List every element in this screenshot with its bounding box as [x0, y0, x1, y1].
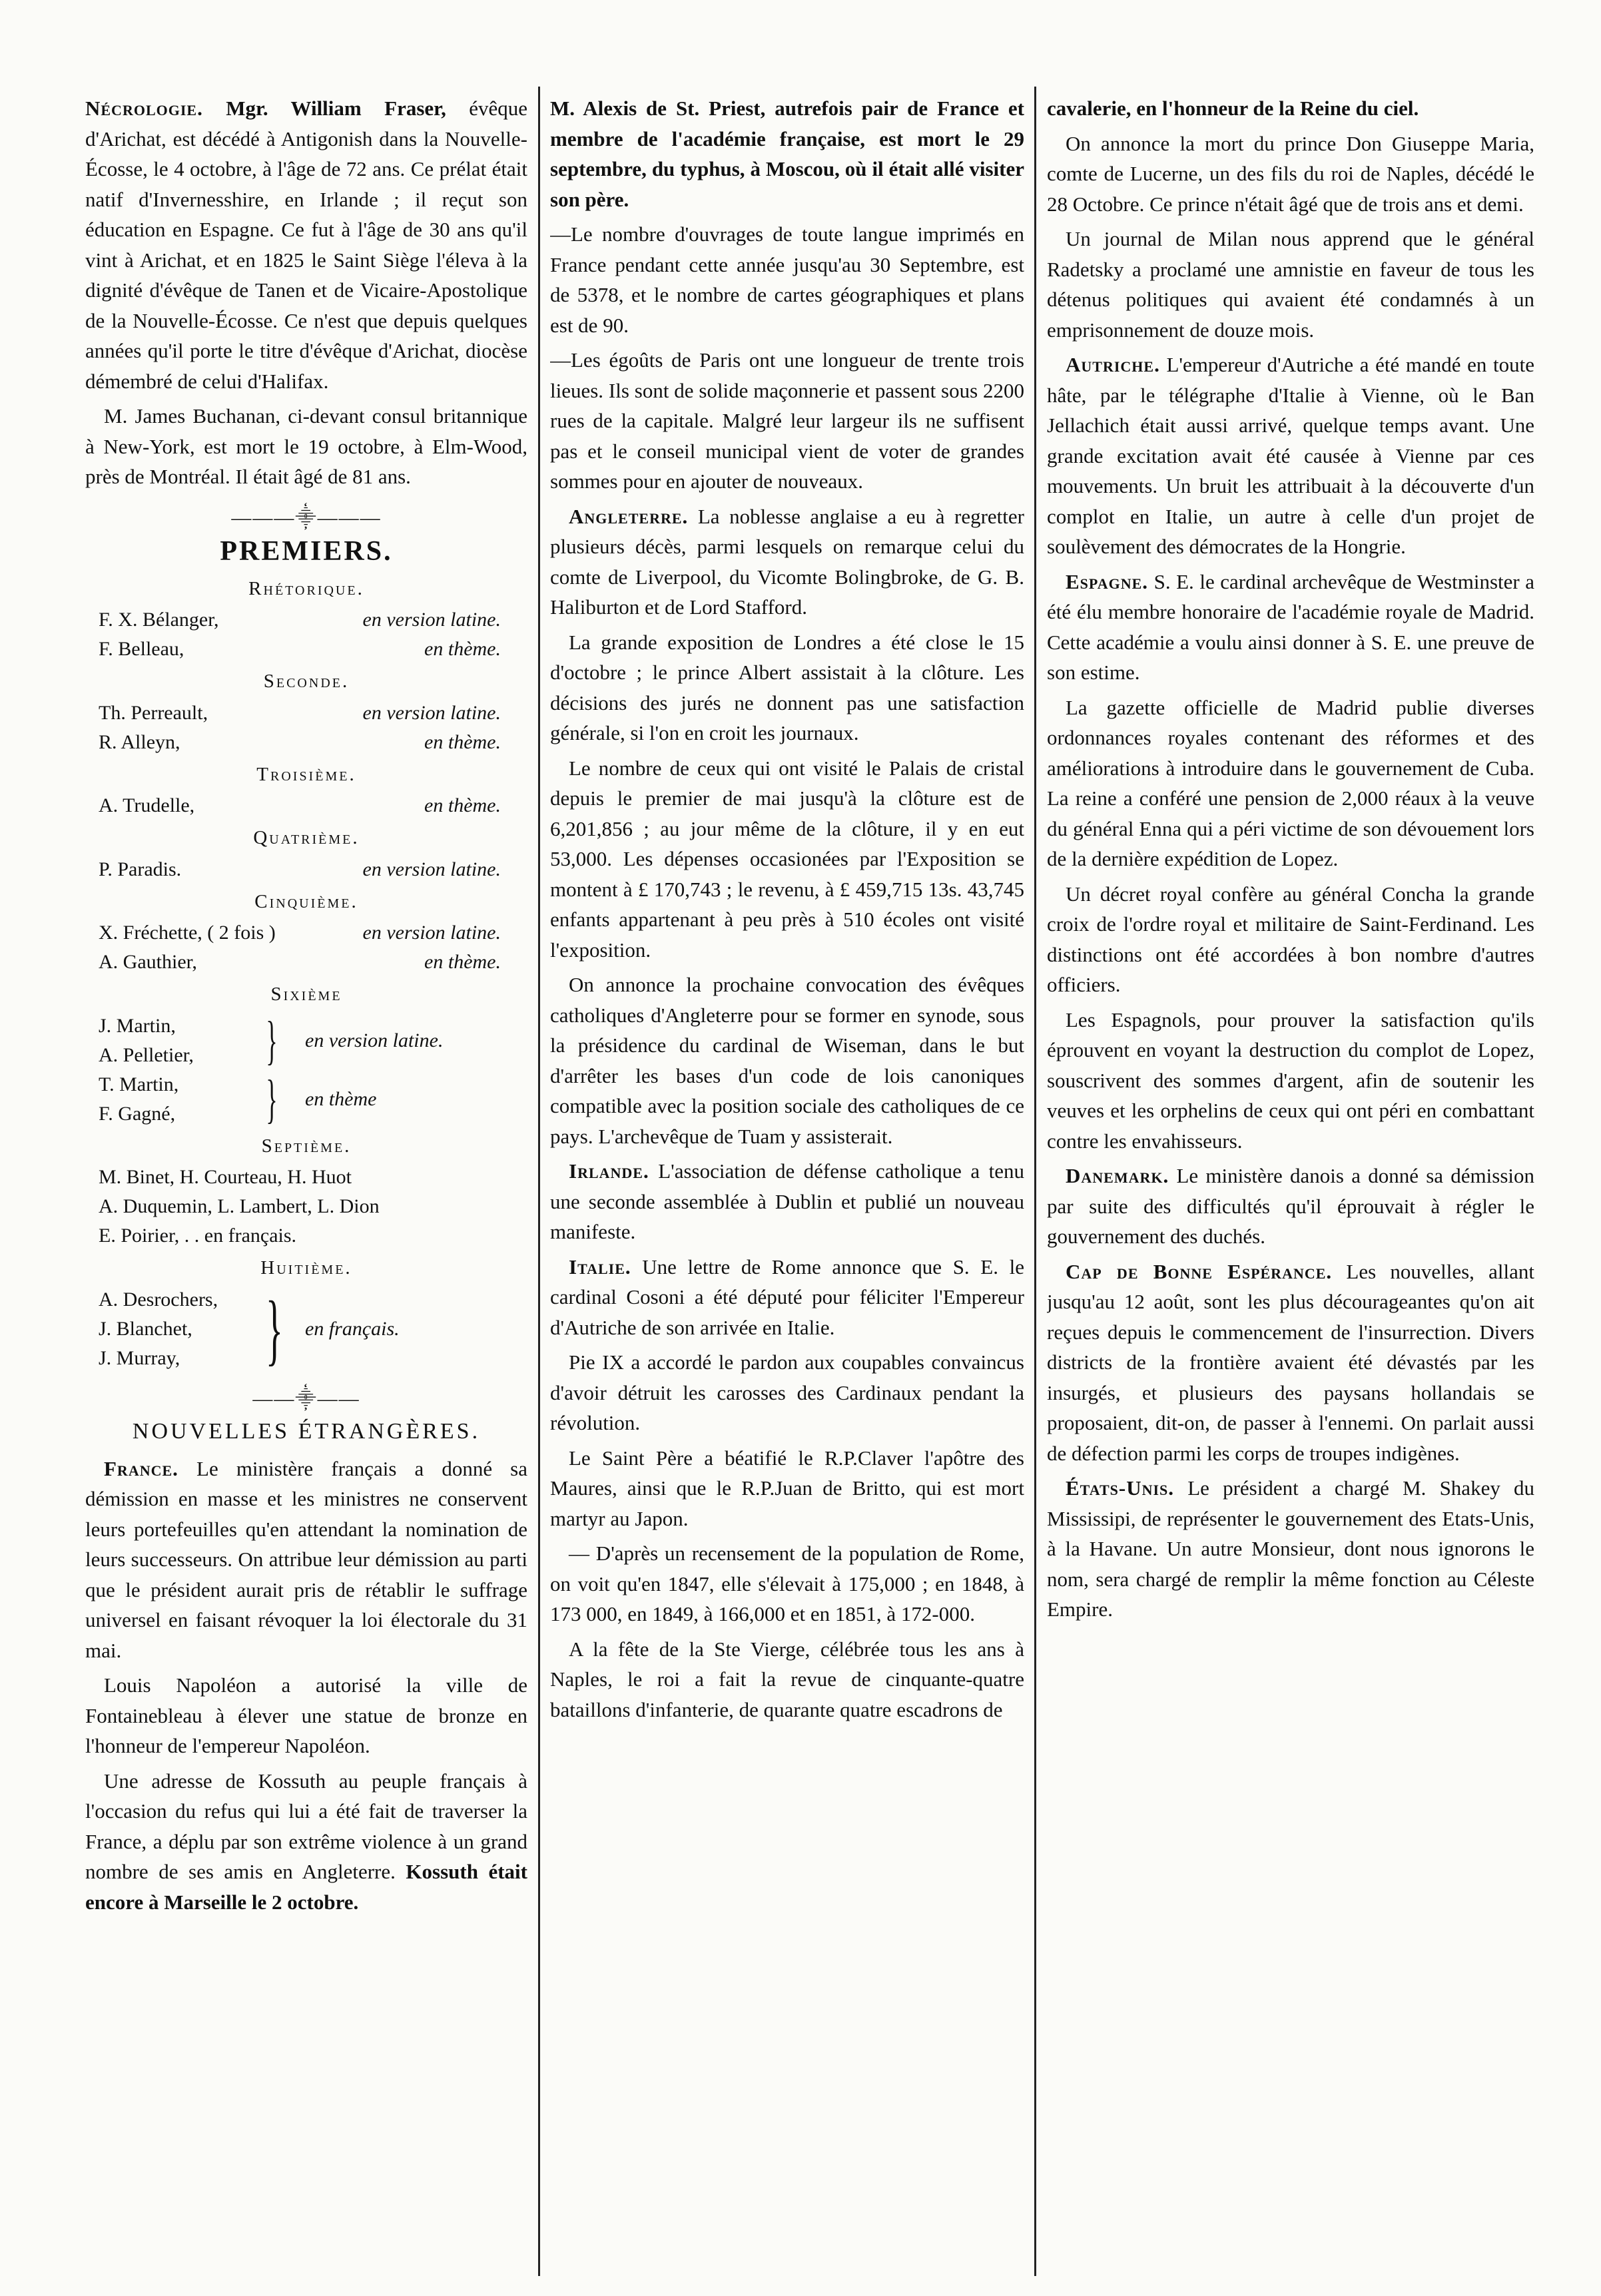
prize-student: F. X. Bélanger,: [99, 609, 219, 631]
ouvrages-paragraph: —Le nombre d'ouvrages de toute langue imprimés en France pendant cette année jusqu'au 30 Septembre, est de 5378, et le nombre de cartes géographiques et plans est de 90.: [550, 222, 1024, 337]
prize-student: F. Belleau,: [99, 638, 184, 660]
angleterre-label: Angleterre.: [569, 504, 689, 528]
class-heading: Quatrième.: [253, 827, 360, 848]
prize-entry: [85, 855, 527, 884]
prize-group: [85, 1285, 527, 1373]
danemark-text: Le ministère danois a donné sa démission par suite des difficultés qu'il éprouvait à régler le gouvernement des duchés.: [1047, 1164, 1534, 1248]
exposition-paragraph: La grande exposition de Londres a été close le 15 d'octobre ; le prince Albert assistait à la clôture. Les décisions des jurés ne donnent pas une satisfaction générale, si l'on en croit les journaux.: [550, 630, 1024, 744]
prize-student: A. Gauthier,: [99, 951, 197, 973]
italie-label: Italie.: [569, 1255, 631, 1279]
france-paragraph: [85, 1454, 527, 1666]
danemark-paragraph: [1047, 1161, 1534, 1252]
prize-entry: [85, 699, 527, 728]
group-names: [99, 1285, 258, 1373]
prize-subject: en thème: [305, 1087, 377, 1110]
class-heading: Septième.: [261, 1135, 352, 1157]
espagne-text: S. E. le cardinal archevêque de Westminster a été élu membre honoraire de l'académie royale de Madrid. Cette académie a voulu ainsi donner à S. E. une preuve de son estime.: [1047, 569, 1534, 684]
cap-text: Les nouvelles, allant jusqu'au 12 août, sont les plus décourageantes qu'on ait reçues depuis le commencement de l'insurrection. Divers districts de la frontière avaient été dévastés par les insurgés, et plusieurs des paysans hollandais se proposaient, dit-on, de passer à l'ennemi. On parlait aussi de défection parmi les corps de troupes indigènes.: [1047, 1259, 1534, 1465]
vierge-paragraph: A la fête de la Ste Vierge, célébrée tous les ans à Naples, le roi a fait la revue de cinquante-quatre bataillons d'infanterie, de quarante quatre escadrons de: [550, 1637, 1024, 1721]
pie-paragraph: Pie IX a accordé le pardon aux coupables convaincus d'avoir détruit les carosses des Cardinaux pendant la révolution.: [550, 1350, 1024, 1434]
italie-text: Une lettre de Rome annonce que S. E. le cardinal Cosoni a été député pour féliciter l'Empereur d'Autriche de son arrivée en Italie.: [550, 1255, 1024, 1339]
rome-census-paragraph: — D'après un recensement de la population de Rome, on voit qu'en 1847, elle s'élevait à 175,000 ; en 1848, à 173 000, en 1849, à 166,000 et en 1851, à 172-000.: [550, 1542, 1024, 1625]
milan-paragraph: Un journal de Milan nous apprend que le général Radetsky a proclamé une amnistie en faveur de tous les détenus politiques qui avaient été condamnés à un emprisonnement de douze mois.: [1047, 227, 1534, 342]
italie-paragraph: [550, 1252, 1024, 1343]
necrology-text: évêque d'Arichat, est décédé à Antigonish dans la Nouvelle-Écosse, le 4 octobre, à l'âge de 72 ans. Ce prélat était natif d'Invernesshire, en Irlande ; il reçut son éducation en Espagne. Ce fut à l'âge de 30 ans qu'il vint à Arichat, et en 1825 le Saint Siège l'éleva à la dignité d'évêque de Tanen et de Vicaire-Apostolique de la Nouvelle-Écosse. Ce n'est que depuis quelques années qu'il porte le titre d'évêque d'Arichat, diocèse démembré de celui d'Halifax.: [85, 97, 527, 393]
etats-unis-paragraph: [1047, 1473, 1534, 1625]
group-names: [99, 1070, 258, 1129]
etats-unis-label: États-Unis.: [1066, 1476, 1175, 1500]
synode-paragraph: On annonce la prochaine convocation des évêques catholiques d'Angleterre pour se former en synode, sous la présidence du cardinal de Wiseman, dans le but d'arrêter les bases d'un code de lois canoniques compatible avec la position sociale des catholiques de ce pays. L'archevêque de Tuam y assisterait.: [550, 973, 1024, 1148]
prize-entry: [85, 918, 527, 948]
exposition-stats-paragraph: Le nombre de ceux qui ont visité le Palais de cristal depuis le premier de mai jusqu'à la clôture est de 6,201,856 ; au jour même de la clôture, il y en eut 53,000. Les dépenses occasionées par l'Exposition se montent à £ 170,743 ; le revenu, à £ 459,715 13s. 43,745 enfants appartenant à peu près à 510 écoles ont visité l'exposition.: [550, 756, 1024, 962]
column-left: [85, 93, 527, 2269]
prize-student: F. Gagné,: [99, 1102, 176, 1125]
prize-subject: en thème.: [424, 951, 501, 973]
gazette-paragraph: La gazette officielle de Madrid publie diverses ordonnances royales contenant des réformes et des améliorations à introduire dans le gouvernement de Cuba. La reine a conféré une pension de 2,000 réaux à la veuve du général Enna qui a péri victime de son dévouement lors de la dernière expédition de Lopez.: [1047, 695, 1534, 870]
prize-line: E. Poirier, . . en français.: [99, 1225, 297, 1247]
prize-subject: en thème.: [424, 730, 501, 753]
autriche-paragraph: [1047, 350, 1534, 562]
autriche-label: Autriche.: [1066, 353, 1160, 376]
irlande-label: Irlande.: [569, 1159, 649, 1183]
france-text: Le ministère français a donné sa démission en masse et les ministres ne conservent leurs portefeuilles qu'en attendant la nomination de leurs successeurs. On attribue leur démission au parti que le président aurait pris de rétablir le suffrage universel en faisant révoquer la loi électorale du 31 mai.: [85, 1456, 527, 1662]
prize-student: R. Alleyn,: [99, 730, 180, 753]
espagnols-paragraph: Les Espagnols, pour prouver la satisfaction qu'ils éprouvent en voyant la destruction du complot de Lopez, souscrivent des sommes d'argent, afin de soutenir les veuves et les orphelins de ceux qui ont péri en combattant contre les envahisseurs.: [1047, 1007, 1534, 1153]
column-rule-left: [538, 87, 540, 2276]
espagne-label: Espagne.: [1066, 569, 1149, 593]
prize-subject: en français.: [305, 1317, 400, 1340]
prize-group: [85, 1070, 527, 1129]
class-heading: Rhétorique.: [248, 577, 364, 599]
ornament-divider: ———⸎———: [231, 506, 382, 529]
prize-entry: [85, 605, 527, 635]
prize-subject: en version latine.: [362, 922, 501, 944]
prize-line: M. Binet, H. Courteau, H. Huot: [99, 1166, 352, 1188]
brace-glyph: }: [266, 1069, 278, 1129]
column-middle: [550, 93, 1024, 2269]
prize-student: A. Pelletier,: [99, 1043, 194, 1066]
concha-paragraph: Un décret royal confère au général Concha la grande croix de l'ordre royal et militaire de Saint-Ferdinand. Les distinctions ont été accordées à bon nombre d'autres officiers.: [1047, 882, 1534, 996]
class-heading: Seconde.: [263, 671, 350, 692]
prize-subject: en version latine.: [362, 609, 501, 631]
prize-student: X. Fréchette, ( 2 fois ): [99, 922, 276, 944]
necrology-paragraph: [85, 93, 527, 396]
claver-paragraph: Le Saint Père a béatifié le R.P.Claver l'apôtre des Maures, ainsi que le R.P.Juan de Britto, qui est mort martyr au Japon.: [550, 1446, 1024, 1530]
prize-subject: en thème.: [424, 794, 501, 816]
prize-student: J. Murray,: [99, 1346, 180, 1369]
column-right: [1047, 93, 1534, 2269]
prize-student: Th. Perreault,: [99, 701, 208, 724]
prize-student: A. Desrochers,: [99, 1288, 218, 1310]
cap-paragraph: [1047, 1257, 1534, 1469]
necrology-lead: Mgr. William Fraser,: [226, 97, 446, 120]
prize-entry: [85, 948, 527, 977]
napoleon-paragraph: Louis Napoléon a autorisé la ville de Fontainebleau à élever une statue de bronze en l'honneur de l'empereur Napoléon.: [85, 1673, 527, 1757]
brace-glyph: }: [266, 1011, 278, 1070]
autriche-text: L'empereur d'Autriche a été mandé en toute hâte, par le télégraphe d'Italie à Vienne, où le Ban Jellachich était aussi arrivé, quelque temps avant. Une grande excitation avait été causée à Vienne par ces mouvements. Un bruit les attribuait à la découverte d'un complot en Italie, un autre à celle d'un projet de soulèvement des démocrates de la Hongrie.: [1047, 353, 1534, 558]
prize-student: J. Martin,: [99, 1014, 176, 1037]
ornament-divider: ——⸎——: [252, 1387, 360, 1410]
prize-subject: en version latine.: [362, 858, 501, 880]
etats-unis-text: Le président a chargé M. Shakey du Mississipi, de représenter le gouvernement des Etats-Unis, à la Havane. Un autre Monsieur, dont nous ignorons le nom, sera chargé de remplir la même fonction au Céleste Empire.: [1047, 1476, 1534, 1621]
prize-entry: [85, 635, 527, 664]
prize-subject: en version latine.: [362, 701, 501, 724]
danemark-label: Danemark.: [1066, 1164, 1169, 1187]
france-label: France.: [104, 1456, 178, 1480]
priest-paragraph: M. Alexis de St. Priest, autrefois pair de France et membre de l'académie française, est mort le 29 septembre, du typhus, à Moscou, où il était allé visiter son père.: [550, 97, 1024, 211]
class-heading: Cinquième.: [254, 890, 358, 912]
egouts-paragraph: —Les égoûts de Paris ont une longueur de trente trois lieues. Ils sont de solide maçonnerie et passent sous 2200 rues de la capitale. Malgré leur largeur ils ne suffisent pas et le conseil municipal vient de voter de grandes sommes pour en ajouter de nouveaux.: [550, 348, 1024, 493]
irlande-text: L'association de défense catholique a tenu une seconde assemblée à Dublin et publié un nouveau manifeste.: [550, 1159, 1024, 1243]
angleterre-text: La noblesse anglaise a eu à regretter plusieurs décès, parmi lesquels on remarque celui du comte de Liverpool, du Vicomte Bolingbroke, de G. B. Haliburton et de Lord Stafford.: [550, 504, 1024, 619]
prize-entry: [85, 728, 527, 757]
cavalerie-paragraph: cavalerie, en l'honneur de la Reine du ciel.: [1047, 97, 1419, 120]
espagne-paragraph: [1047, 567, 1534, 688]
prize-student: P. Paradis.: [99, 858, 182, 880]
premiers-heading: PREMIERS.: [220, 536, 393, 567]
cap-label: Cap de Bonne Espérance.: [1066, 1259, 1333, 1283]
prize-student: T. Martin,: [99, 1073, 179, 1095]
irlande-paragraph: [550, 1156, 1024, 1247]
class-heading: Sixième: [270, 984, 342, 1005]
prize-entry: [85, 791, 527, 820]
kossuth-bold-text: Kossuth était encore à Marseille le 2 octobre.: [85, 1860, 527, 1914]
brace-glyph: }: [266, 1284, 283, 1373]
buchanan-paragraph: M. James Buchanan, ci-devant consul britannique à New-York, est mort le 19 octobre, à Elm-Wood, près de Montréal. Il était âgé de 81 ans.: [85, 404, 527, 488]
class-heading: Troisième.: [256, 763, 356, 785]
necrology-label: Nécrologie.: [85, 97, 203, 120]
prize-student: A. Trudelle,: [99, 794, 195, 816]
prize-group: [85, 1011, 527, 1070]
prize-student: J. Blanchet,: [99, 1317, 192, 1340]
foreign-news-heading: NOUVELLES ÉTRANGÈRES.: [132, 1419, 481, 1444]
group-names: [99, 1011, 258, 1070]
kossuth-text: Une adresse de Kossuth au peuple français à l'occasion du refus qui lui a été fait de traverser la France, a déplu par son extrême violence à un grand nombre de ses amis en Angleterre.: [85, 1769, 527, 1883]
class-heading: Huitième.: [260, 1257, 352, 1279]
angleterre-paragraph: [550, 501, 1024, 623]
prince-paragraph: On annonce la mort du prince Don Giuseppe Maria, comte de Lucerne, un des fils du roi de Naples, décédé le 28 Octobre. Ce prince n'était âgé que de trois ans et demi.: [1047, 131, 1534, 216]
column-rule-right: [1034, 87, 1036, 2276]
prize-subject: en version latine.: [305, 1029, 444, 1051]
prize-line: A. Duquemin, L. Lambert, L. Dion: [99, 1195, 380, 1217]
prize-subject: en thème.: [424, 638, 501, 660]
kossuth-paragraph: [85, 1766, 527, 1918]
